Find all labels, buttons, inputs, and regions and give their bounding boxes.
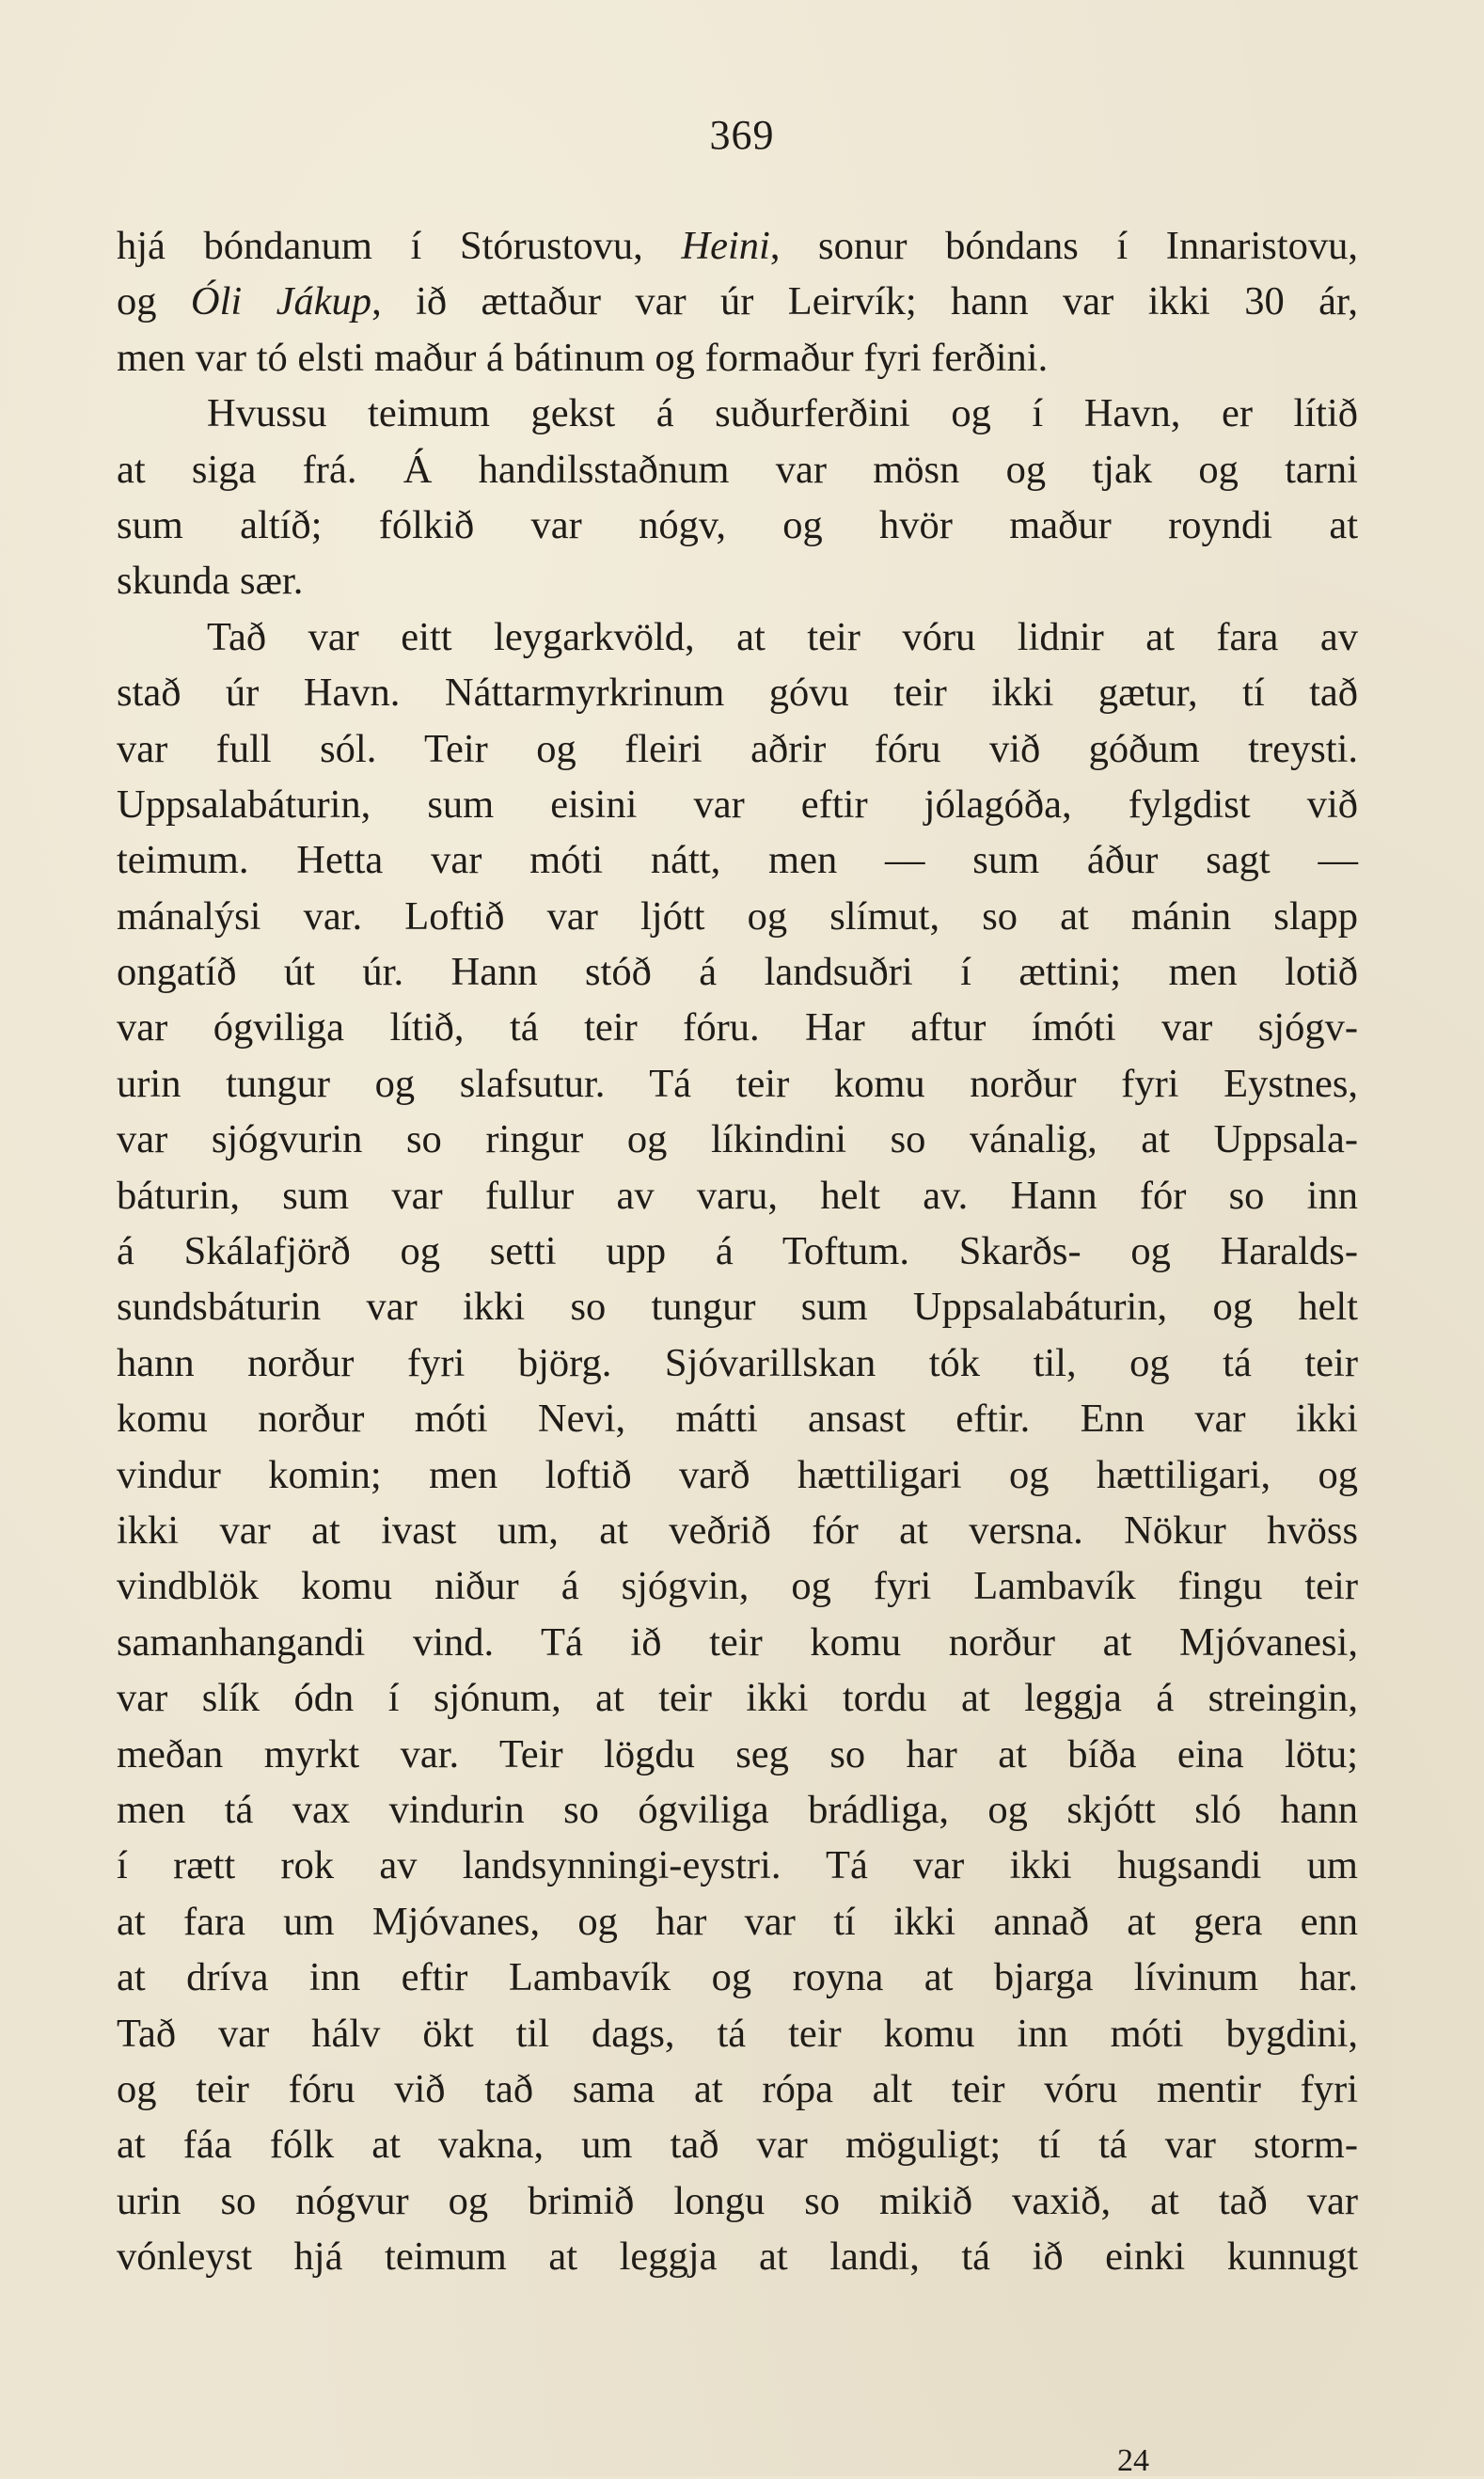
text-segment: hann norður fyri björg. Sjóvarillskan tók til, og tá teir: [117, 1340, 1358, 1385]
text-line: [117, 1894, 1358, 1950]
text-segment: sum altíð; fólkið var nógv, og hvör maður royndi at: [117, 502, 1358, 547]
text-segment: á Skálafjörð og setti upp á Toftum. Skarðs- og Haralds-: [117, 1229, 1358, 1274]
text-segment: hjá bóndanum í Stórustovu,: [117, 224, 682, 268]
text-segment: at fáa fólk at vakna, um tað var möguligt; tí tá var storm-: [117, 2123, 1358, 2168]
text-line: [117, 1224, 1358, 1279]
text-line: [117, 1279, 1358, 1334]
text-line: [117, 1838, 1358, 1893]
text-line: [117, 2173, 1358, 2229]
text-line: [117, 330, 1358, 386]
text-line: [117, 553, 1358, 608]
text-line: [117, 1670, 1358, 1726]
text-segment: Tað var hálv ökt til dags, tá teir komu inn móti bygdini,: [117, 2011, 1358, 2056]
text-segment: at dríva inn eftir Lambavík og royna at bjarga lívinum har.: [117, 1955, 1358, 2000]
text-line: [117, 1391, 1358, 1446]
text-segment: vindblök komu niður á sjógvin, og fyri Lambavík fingu teir: [117, 1564, 1358, 1609]
text-line: [117, 832, 1358, 888]
body-text: [117, 218, 1358, 2284]
text-segment: var sjógvurin so ringur og líkindini so vánalig, at Uppsala-: [117, 1117, 1358, 1162]
text-segment: stað úr Havn. Náttarmyrkrinum góvu teir ikki gætur, tí tað: [117, 671, 1358, 716]
text-segment: vónleyst hjá teimum at leggja at landi, tá ið einki kunnugt: [117, 2234, 1358, 2280]
text-segment: Tað var eitt leygarkvöld, at teir vóru lidnir at fara av: [207, 614, 1358, 659]
text-segment: í rætt rok av landsynningi-eystri. Tá var ikki hugsandi um: [117, 1843, 1358, 1888]
text-line: [117, 1112, 1358, 1167]
text-line: [117, 721, 1358, 777]
text-segment: urin so nógvur og brimið longu so mikið vaxið, at tað var: [117, 2178, 1358, 2223]
text-segment: mánalýsi var. Loftið var ljótt og slímut, so at mánin slapp: [117, 893, 1358, 939]
text-line: [117, 442, 1358, 497]
signature-mark: 24: [1117, 2443, 1149, 2478]
text-line: [117, 386, 1358, 441]
text-line: [117, 274, 1358, 329]
text-line: [117, 889, 1358, 944]
text-line: [117, 1727, 1358, 1782]
text-line: [117, 497, 1358, 553]
text-segment: og teir fóru við tað sama at rópa alt teir vóru mentir fyri: [117, 2066, 1358, 2111]
text-segment: báturin, sum var fullur av varu, helt av. Hann fór so inn: [117, 1173, 1358, 1218]
text-line: [117, 1782, 1358, 1838]
text-segment: ongatíð út úr. Hann stóð á landsuðri í ættini; men lotið: [117, 950, 1358, 995]
text-segment: , ið ættaður var úr Leirvík; hann var ikki 30 ár,: [371, 279, 1359, 324]
text-line: [117, 2061, 1358, 2117]
text-line: [117, 1447, 1358, 1503]
text-segment: sundsbáturin var ikki so tungur sum Uppsalabáturin, og helt: [117, 1285, 1358, 1330]
text-segment: var full sól. Teir og fleiri aðrir fóru við góðum treysti.: [117, 726, 1358, 771]
text-line: [117, 2229, 1358, 2284]
text-segment: komu norður móti Nevi, mátti ansast eftir. Enn var ikki: [117, 1397, 1358, 1442]
text-segment: skunda sær.: [117, 559, 304, 604]
text-segment: ikki var at ivast um, at veðrið fór at versna. Nökur hvöss: [117, 1508, 1358, 1553]
italic-name: Heini: [681, 224, 770, 268]
text-segment: Uppsalabáturin, sum eisini var eftir jólagóða, fylgdist við: [117, 782, 1358, 827]
text-segment: var ógviliga lítið, tá teir fóru. Har aftur ímóti var sjógv-: [117, 1005, 1358, 1050]
page-number: 369: [709, 112, 775, 158]
text-line: [117, 2006, 1358, 2061]
text-line: [117, 1558, 1358, 1614]
text-line: [117, 1056, 1358, 1112]
text-segment: at fara um Mjóvanes, og har var tí ikki annað at gera enn: [117, 1899, 1358, 1944]
text-segment: at siga frá. Á handilsstaðnum var mösn og tjak og tarni: [117, 447, 1358, 492]
text-line: [117, 2117, 1358, 2172]
text-segment: urin tungur og slafsutur. Tá teir komu norður fyri Eystnes,: [117, 1061, 1358, 1106]
text-line: [117, 944, 1358, 1000]
text-segment: men var tó elsti maður á bátinum og formaður fyri ferðini.: [117, 335, 1049, 380]
text-line: [117, 1615, 1358, 1670]
text-segment: meðan myrkt var. Teir lögdu seg so har at bíða eina lötu;: [117, 1731, 1358, 1776]
text-segment: , sonur bóndans í Innaristovu,: [769, 224, 1358, 268]
text-segment: men tá vax vindurin so ógviliga brádliga, og skjótt sló hann: [117, 1787, 1358, 1832]
text-segment: Hvussu teimum gekst á suðurferðini og í Havn, er lítið: [207, 391, 1358, 436]
text-segment: og: [117, 279, 191, 324]
text-line: [117, 777, 1358, 832]
text-line: [117, 1168, 1358, 1224]
text-segment: var slík ódn í sjónum, at teir ikki tordu at leggja á streingin,: [117, 1676, 1358, 1721]
text-line: [117, 665, 1358, 720]
text-segment: teimum. Hetta var móti nátt, men — sum áður sagt —: [117, 838, 1358, 883]
italic-name: Óli Jákup: [190, 279, 372, 324]
text-line: [117, 1335, 1358, 1391]
text-line: [117, 1950, 1358, 2005]
text-line: [117, 218, 1358, 274]
text-line: [117, 609, 1358, 665]
text-line: [117, 1000, 1358, 1055]
text-segment: vindur komin; men loftið varð hættiligari og hættiligari, og: [117, 1452, 1358, 1497]
text-segment: samanhangandi vind. Tá ið teir komu norður at Mjóvanesi,: [117, 1619, 1358, 1665]
text-line: [117, 1503, 1358, 1558]
